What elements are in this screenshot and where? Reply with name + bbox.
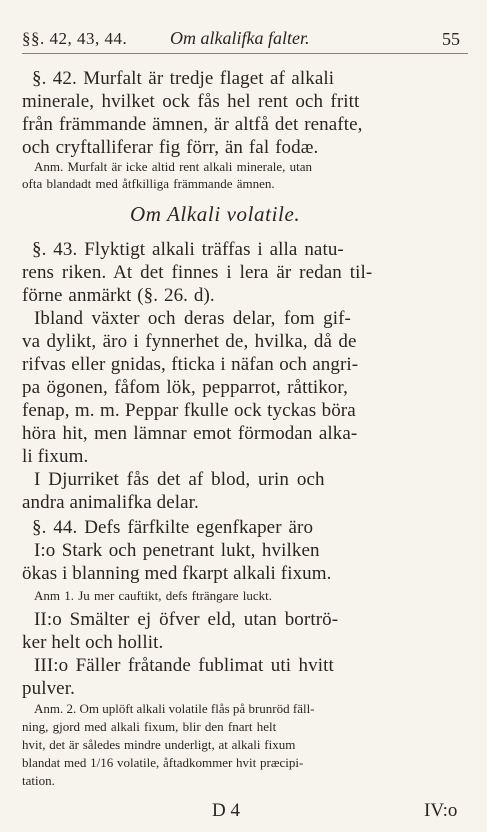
page-number: 55 [442,29,460,49]
running-head-title: Om alkalifka falter. [170,28,310,48]
text-line: ker helt och hollit. [22,632,164,653]
text-line: II:o Smälter ej öfver eld, utan bortrö- [34,609,339,630]
text-line: fenap, m. m. Peppar fkulle ock tyckas böra [22,400,356,421]
text-line: §. 43. Flyktigt alkali träffas i alla natu- [32,239,344,260]
text-line: rens riken. At det finnes i lera är redan til- [22,262,373,283]
text-line: §. 44. Defs färfkilte egenfkaper äro [32,517,314,538]
note-line: hvit, det är således mindre underligt, at alkali fixum [22,737,296,752]
note-line: Anm 1. Ju mer cauftikt, defs fträngare luckt. [34,588,273,603]
text-line: rifvas eller gnidas, fticka i näfan och angri- [22,354,359,375]
note-line: Anm. Murfalt är icke altid rent alkali minerale, utan [34,159,313,174]
text-line: pulver. [22,678,75,699]
text-line: från främmande ämnen, är altfå det renafte, [22,114,363,135]
catchword: IV:o [424,800,458,821]
running-head-section-ref: §§. 42, 43, 44. [22,29,128,48]
text-line: va dylikt, äro i fynnerhet de, hvilka, då de [22,331,357,352]
text-line: pa ögonen, fåfom lök, pepparrot, råttikor, [22,377,348,398]
text-line: förne anmärkt (§. 26. d). [22,285,215,306]
text-line: §. 42. Murfalt är tredje flaget af alkali [32,68,335,89]
text-line: andra animalifka delar. [22,492,199,513]
text-line: höra hit, men lämnar emot förmodan alka- [22,423,358,444]
text-line: ökas i blanning med fkarpt alkali fixum. [22,563,332,584]
note-line: tation. [22,773,55,788]
note-line: blandat med 1/16 volatile, åftadkommer hvit præcipi- [22,755,304,770]
text-line: I:o Stark och penetrant lukt, hvilken [34,540,320,561]
note-line: Anm. 2. Om uplöft alkali volatile flås på brunröd fäll- [34,701,315,716]
text-line: minerale, hvilket ock fås hel rent och fritt [22,91,360,112]
section-heading: Om Alkali volatile. [130,202,301,226]
text-line: och cryftalliferar fig förr, än fal fodæ. [22,137,319,158]
signature-mark: D 4 [212,800,240,821]
text-line: III:o Fäller fråtande fublimat uti hvitt [34,655,334,676]
header-rule [22,53,468,54]
text-line: li fixum. [22,446,89,467]
note-line: ofta blandadt med åtfkilliga främmande ämnen. [22,176,275,191]
note-line: ning, gjord med alkali fixum, blir den fnart helt [22,719,277,734]
text-line: Ibland växter och deras delar, fom gif- [34,308,351,329]
text-line: I Djurriket fås det af blod, urin och [34,469,325,490]
